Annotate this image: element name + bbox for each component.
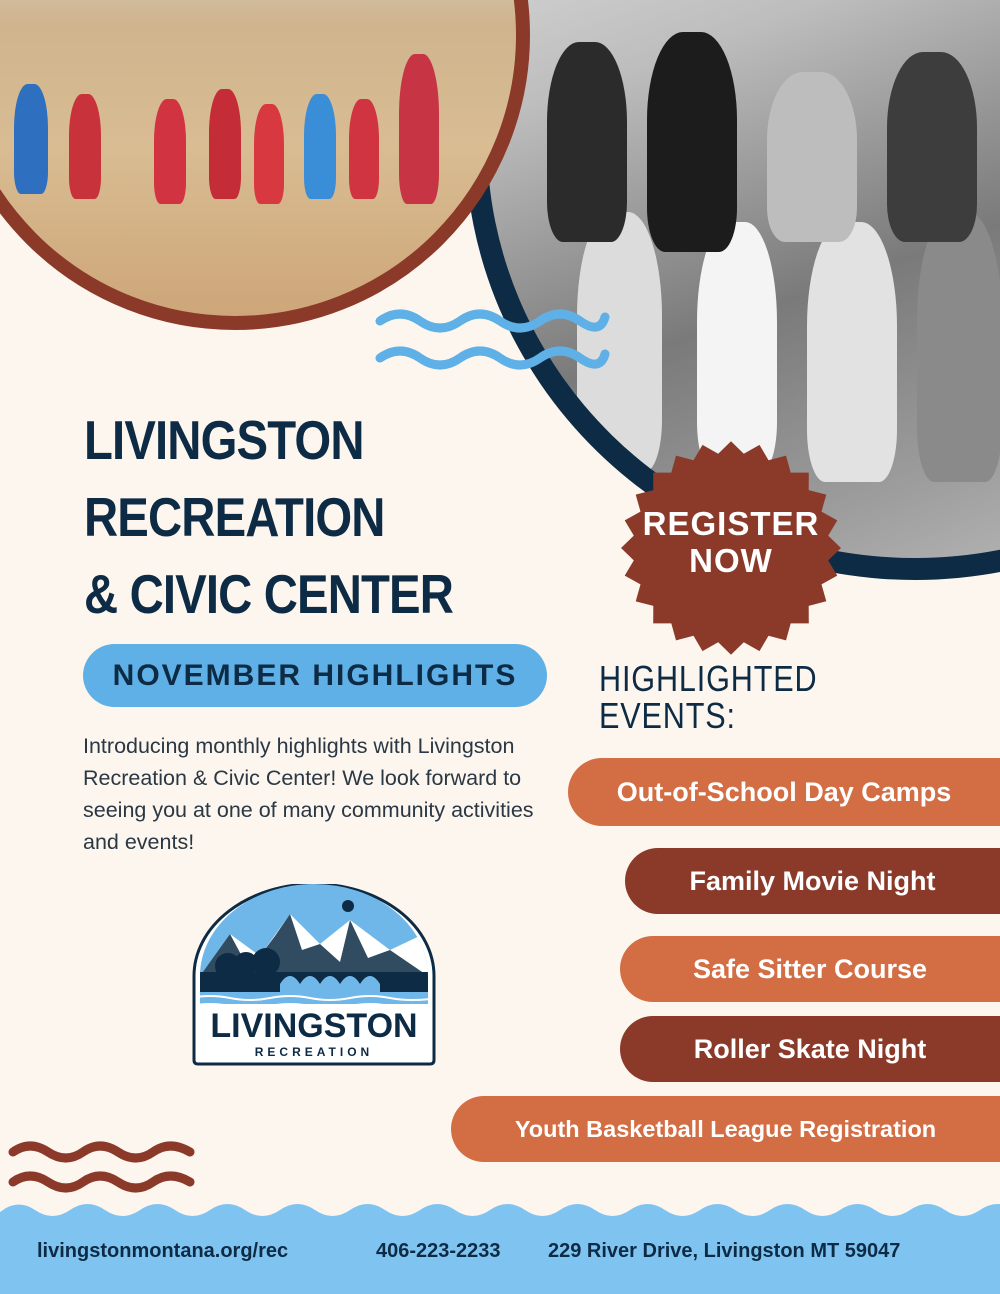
heading-line-1: HIGHLIGHTED — [599, 658, 818, 699]
title-line-3: & CIVIC CENTER — [84, 563, 454, 625]
register-now-text[interactable] — [613, 505, 849, 579]
footer-address: 229 River Drive, Livingston MT 59047 — [548, 1240, 901, 1262]
badge-line-2: NOW — [689, 542, 773, 579]
footer-website-link[interactable]: livingstonmontana.org/rec — [37, 1240, 289, 1262]
november-highlights-pill — [83, 644, 547, 707]
event-youth-basketball-league-registration[interactable]: Youth Basketball League Registration — [451, 1096, 1000, 1162]
basketball-photo — [0, 0, 530, 330]
logo-subtitle: RECREATION — [254, 1045, 374, 1059]
livingston-recreation-logo — [190, 884, 438, 1066]
highlighted-events-heading — [599, 660, 817, 734]
page-title — [84, 402, 454, 633]
brown-wave-decoration — [8, 1138, 198, 1198]
title-line-1: LIVINGSTON — [84, 409, 364, 471]
intro-paragraph: Introducing monthly highlights with Livingston Recreation & Civic Center! We look forward to seeing you at one of many community activities and events! — [83, 734, 534, 854]
event-out-of-school-day-camps[interactable]: Out-of-School Day Camps — [568, 758, 1000, 826]
footer-phone[interactable]: 406-223-2233 — [376, 1240, 501, 1262]
event-safe-sitter-course[interactable]: Safe Sitter Course — [620, 936, 1000, 1002]
logo-name: LIVINGSTON — [210, 1007, 418, 1045]
heading-line-2: EVENTS: — [599, 695, 736, 736]
november-highlights-label: NOVEMBER HIGHLIGHTS — [112, 658, 518, 692]
title-line-2: RECREATION — [84, 486, 385, 548]
event-family-movie-night[interactable]: Family Movie Night — [625, 848, 1000, 914]
event-roller-skate-night[interactable]: Roller Skate Night — [620, 1016, 1000, 1082]
badge-line-1: REGISTER — [642, 505, 820, 542]
blue-wave-decoration — [375, 303, 610, 383]
